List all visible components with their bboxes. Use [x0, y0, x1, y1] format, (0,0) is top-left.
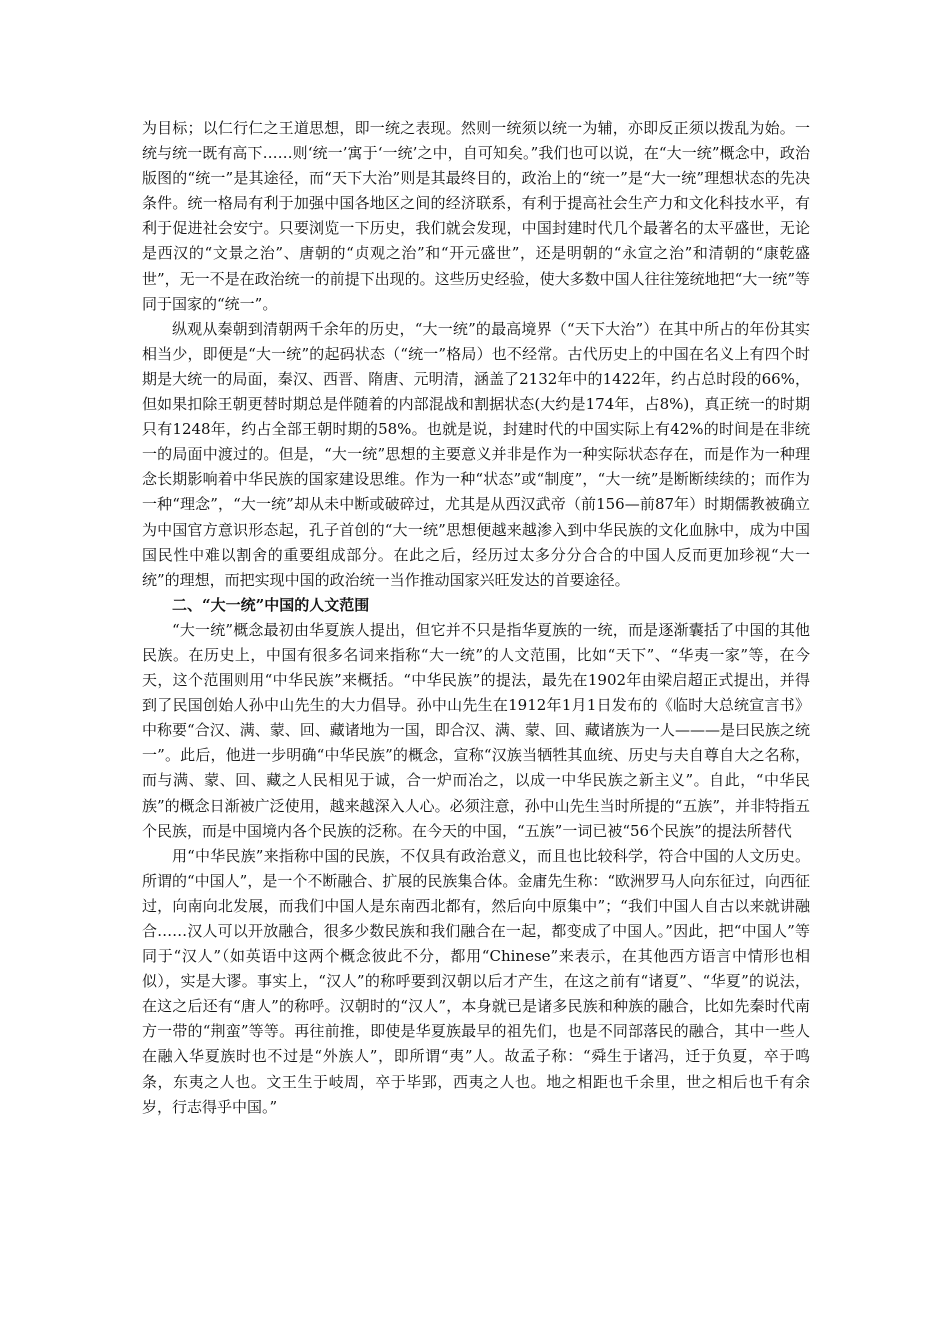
- document-page: [142, 116, 810, 1120]
- paragraph-humanistic-scope: “大一统”概念最初由华夏族人提出，但它并不只是指华夏族的一统，而是逐渐囊括了中国的其他民族。在历史上，中国有很多名词来指称“大一统”的人文范围，比如“天下”、“华夷一家”等，在今天，这个范围则用“中华民族”来概括。“中华民族”的提法，最先在1902年由梁启超正式提出，并得到了民国创始人孙中山先生的大力倡导。孙中山先生在1912年1月1日发布的《临时大总统宣言书》中称要“合汉、满、蒙、回、藏诸地为一国，即合汉、满、蒙、回、藏诸族为一人———是曰民族之统一”。此后，他进一步明确“中华民族”的概念，宣称“汉族当牺牲其血统、历史与夫自尊自大之名称，而与满、蒙、回、藏之人民相见于诚，合一炉而冶之，以成一中华民族之新主义”。自此，“中华民族”的概念日渐被广泛使用，越来越深入人心。必须注意，孙中山先生当时所提的“五族”，并非特指五个民族，而是中国境内各个民族的泛称。在今天的中国，“五族”一词已被“56个民族”的提法所替代: [142, 620, 811, 840]
- paragraph-chinese-nation: 用“中华民族”来指称中国的民族，不仅具有政治意义，而且也比较科学，符合中国的人文历史。所谓的“中国人”，是一个不断融合、扩展的民族集合体。金庸先生称：“欧洲罗马人向东征过，向西征过，向南向北发展，而我们中国人是东南西北都有，然后向中原集中”；“我们中国人自古以来就讲融合……汉人可以开放融合，很多少数民族和我们融合在一起，都变成了中国人。”因此，把“中国人”等同于“汉人”（如英语中这两个概念彼此不分，都用“Chinese”来表示，在其他西方语言中情形也相似），实是大谬。事实上，“汉人”的称呼要到汉朝以后才产生，在这之前有“诸夏”、“华夏”的说法，在这之后还有“唐人”的称呼。汉朝时的“汉人”，本身就已是诸多民族和种族的融合，比如先秦时代南方一带的“荆蛮”等等。再往前推，即使是华夏族最早的祖先们，也是不同部落民的融合，其中一些人在融入华夏族时也不过是“外族人”，即所谓“夷”人。故孟子称：“舜生于诸冯，迁于负夏，卒于鸣条，东夷之人也。文王生于岐周，卒于毕郢，西夷之人也。地之相距也千余里，世之相后也千有余岁，行志得乎中国。”: [142, 846, 811, 1116]
- paragraph-history-overview: 纵观从秦朝到清朝两千余年的历史，“大一统”的最高境界（“天下大治”）在其中所占的年份其实相当少，即便是“大一统”的起码状态（“统一”格局）也不经常。古代历史上的中国在名义上有四个时期是大统一的局面，秦汉、西晋、隋唐、元明清，涵盖了2132年中的1422年，约占总时段的66%，但如果扣除王朝更替时期总是伴随着的内部混战和割据状态(大约是174年，占8%)，真正统一的时期只有1248年，约占全部王朝时期的58%。也就是说，封建时代的中国实际上有42%的时间是在非统一的局面中渡过的。但是，“大一统”思想的主要意义并非是作为一种实际状态存在，而是作为一种理念长期影响着中华民族的国家建设思维。作为一种“状态”或“制度”，“大一统”是断断续续的；而作为一种“理念”，“大一统”却从未中断或破碎过，尤其是从西汉武帝（前156—前87年）时期儒教被确立为中国官方意识形态起，孔子首创的“大一统”思想便越来越渗入到中华民族的文化血脉中，成为中国国民性中难以割舍的重要组成部分。在此之后，经历过太多分分合合的中国人反而更加珍视“大一统”的理想，而把实现中国的政治统一当作推动国家兴旺发达的首要途径。: [142, 319, 810, 589]
- section-heading: 二、“大一统”中国的人文范围: [172, 595, 370, 614]
- paragraph-continuation: 为目标；以仁行仁之王道思想，即一统之表现。然则一统须以统一为辅，亦即反正须以拨乱为始。一统与统一既有高下……则‘统一’寓于‘一统’之中，自可知矣。”我们也可以说，在“大一统”概念中，政治版图的“统一”是其途径，而“天下大治”则是其最终目的，政治上的“统一”是“大一统”理想状态的先决条件。统一格局有利于加强中国各地区之间的经济联系，有利于提高社会生产力和文化科技水平，有利于促进社会安宁。只要浏览一下历史，我们就会发现，中国封建时代几个最著名的太平盛世，无论是西汉的“文景之治”、唐朝的“贞观之治”和“开元盛世”，还是明朝的“永宣之治”和清朝的“康乾盛世”，无一不是在政治统一的前提下出现的。这些历史经验，使大多数中国人往往笼统地把“大一统”等同于国家的“统一”。: [142, 119, 811, 313]
